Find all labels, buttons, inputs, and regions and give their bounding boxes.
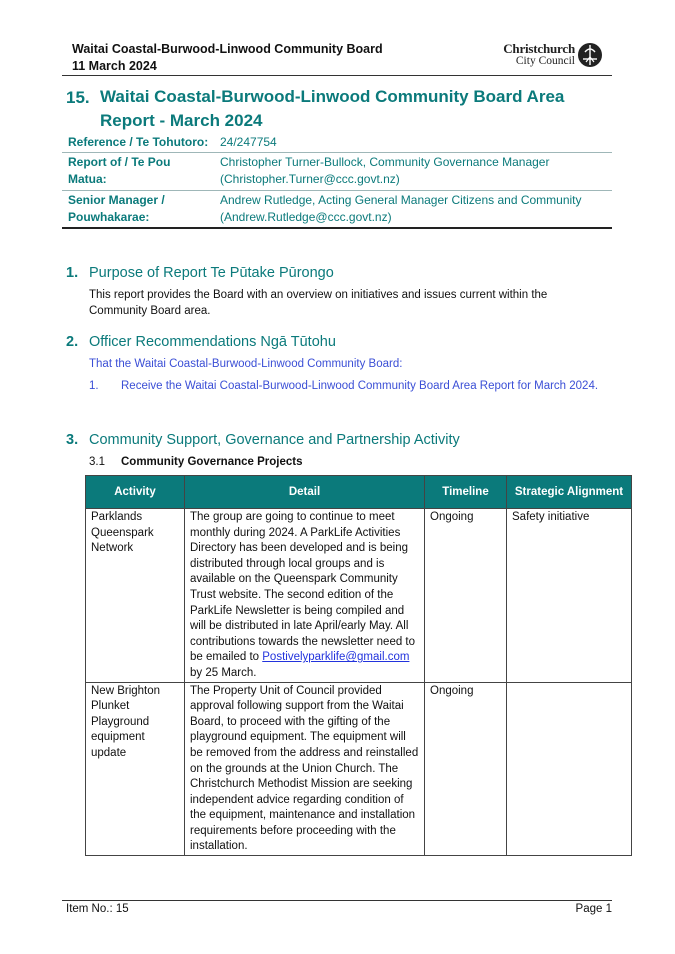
cell-alignment: Safety initiative [507,509,632,683]
council-logo [497,42,612,70]
section-2-title: Officer Recommendations Ngā Tūtohu [89,334,336,350]
detail-text: The group are going to continue to meet monthly during 2024. A ParkLife Activities Directory has been developed and is being distributed through local groups and is available on the Queenspark Community Trust website. The second edition of the ParkLife Newsletter is being compiled and will be distributed in late April/early May. All contributions towards the newsletter need to be emailed to [190,511,416,664]
cell-alignment [507,682,632,856]
logo-line-2: City Council [515,55,575,67]
recommendation-text: Receive the Waitai Coastal-Burwood-Linwood Community Board Area Report for March 2024. [121,380,599,392]
footer-page-number: Page 1 [575,903,612,915]
recommendation-number: 1. [89,380,99,392]
footer-item-number: Item No.: 15 [66,903,129,915]
column-header-timeline: Timeline [425,476,507,509]
subsection-number: 3.1 [89,456,105,468]
cell-detail: The Property Unit of Council provided approval following support from the Waitai Board, to proceed with the gifting of the playground equipment. The equipment will be removed from the address and reinstalled on the grounds at the Union Church. The Christchurch Methodist Mission are seeking independent advice regarding condition of the equipment, maintenance and installation requirements before proceeding with the installation. [185,682,425,856]
column-header-strategic-alignment: Strategic Alignment [507,476,632,509]
header-board-name: Waitai Coastal-Burwood-Linwood Community Board [72,42,383,56]
item-title: Waitai Coastal-Burwood-Linwood Community Board Area Report - March 2024 [100,87,565,130]
governance-projects-table [85,475,632,856]
section-1-number: 1. [66,265,79,281]
section-2-number: 2. [66,334,79,350]
column-header-detail: Detail [185,476,425,509]
table-header-row [86,476,632,509]
footer-divider [62,900,612,901]
cell-timeline: Ongoing [425,682,507,856]
senior-manager-label: Senior Manager / Pouwhakarae: [68,193,165,224]
header-date: 11 March 2024 [72,59,157,73]
section-1-body: This report provides the Board with an overview on initiatives and issues current within the Community Board area. [89,289,548,317]
reference-value: 24/247754 [220,135,277,149]
logo-line-1: Christchurch [503,41,575,56]
meta-divider-1 [62,152,612,153]
cell-detail [185,509,425,683]
cell-activity: Parklands Queenspark Network [86,509,185,683]
christchurch-council-logo-icon [577,42,603,68]
senior-manager-value: Andrew Rutledge, Acting General Manager Citizens and Community (Andrew.Rutledge@ccc.govt.nz) [220,193,582,224]
recommendation-intro: That the Waitai Coastal-Burwood-Linwood Community Board: [89,358,403,370]
reference-label: Reference / Te Tohutoro: [68,135,209,149]
section-1-title: Purpose of Report Te Pūtake Pūrongo [89,265,334,281]
cell-activity: New Brighton Plunket Playground equipment update [86,682,185,856]
report-of-label: Report of / Te Pou Matua: [68,155,171,186]
section-3-number: 3. [66,432,79,448]
table-row [86,509,632,683]
cell-timeline: Ongoing [425,509,507,683]
detail-tail: by 25 March. [190,666,257,679]
meta-divider-bottom [62,227,612,229]
section-3-title: Community Support, Governance and Partnership Activity [89,432,460,448]
column-header-activity: Activity [86,476,185,509]
report-of-value: Christopher Turner-Bullock, Community Governance Manager (Christopher.Turner@ccc.govt.nz) [220,155,550,186]
item-number: 15. [66,88,90,107]
subsection-title: Community Governance Projects [121,456,303,468]
table-row [86,682,632,856]
header-divider [62,75,612,76]
logo-text [497,42,575,67]
email-link[interactable]: Postivelyparklife@gmail.com [262,651,410,664]
meta-divider-2 [62,190,612,191]
